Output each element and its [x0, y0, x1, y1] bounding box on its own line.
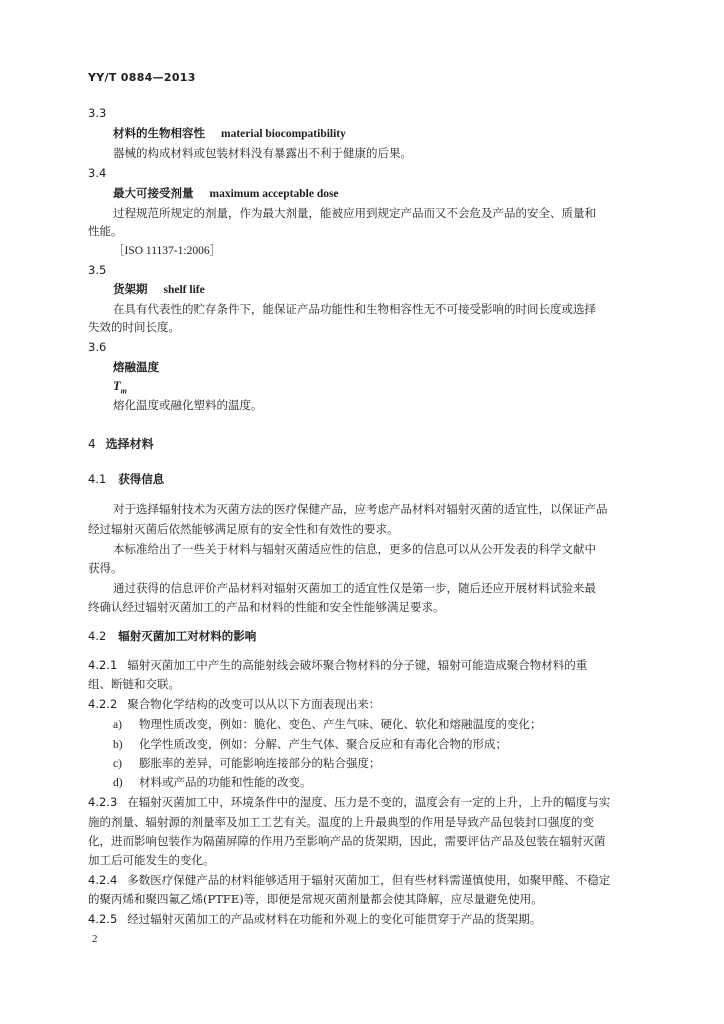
term-definition: 熔化温度或融化塑料的温度。 [113, 398, 263, 412]
term-english: shelf life [163, 284, 205, 296]
term-entry [113, 128, 346, 141]
term-definition: 器械的构成材料或包装材料没有暴露出不利于健康的后果。 [113, 146, 412, 160]
term-definition: 失效的时间长度。 [88, 320, 180, 334]
subsection-heading: 4.2 辐射灭菌加工对材料的影响 [88, 629, 257, 643]
paragraph-line: 通过获得的信息评价产品材料对辐射灭菌加工的适宜性仅是第一步，随后还应开展材料试验来最 [113, 581, 596, 595]
term-english: maximum acceptable dose [209, 188, 339, 200]
list-item: c) 膨胀率的差异，可能影响连接部分的粘合强度； [113, 756, 381, 770]
paragraph-line: 加工后可能发生的变化。 [88, 853, 215, 867]
term-symbol: $T_m$ [113, 379, 127, 396]
paragraph-line: 化，进而影响包装作为隔菌屏障的作用乃至影响产品的货架期，因此，需要评估产品及包装在辐射灭菌 [88, 834, 606, 848]
term-english: material biocompatibility [221, 128, 346, 140]
paragraph-line: 组、断链和交联。 [88, 677, 180, 691]
term-entry [113, 284, 205, 297]
paragraph-line: 的聚丙烯和聚四氟乙烯(PTFE)等，即便是常规灭菌剂量都会使其降解，应尽量避免使用。 [88, 892, 543, 906]
clause-number: 3.6 [88, 340, 107, 354]
paragraph-line: 获得。 [88, 561, 123, 575]
clause-4-2-1: 4.2.1 辐射灭菌加工中产生的高能射线会破坏聚合物材料的分子键，辐射可能造成聚合物材料的重 [88, 658, 588, 672]
term-chinese: 材料的生物相容性 [113, 126, 205, 140]
clause-4-2-3: 4.2.3 在辐射灭菌加工中，环境条件中的湿度、压力是不变的，温度会有一定的上升，上升的幅度与实 [88, 795, 611, 809]
clause-4-2-5: 4.2.5 经过辐射灭菌加工的产品或材料在功能和外观上的变化可能贯穿于产品的货架期。 [88, 912, 542, 926]
reference-citation: ［ISO 11137-1:2006］ [113, 245, 222, 257]
term-chinese: 熔融温度 [113, 360, 159, 374]
list-item: b) 化学性质改变，例如：分解、产生气体、聚合反应和有毒化合物的形成； [113, 737, 507, 751]
clause-4-2-2: 4.2.2 聚合物化学结构的改变可以从以下方面表现出来： [88, 697, 381, 711]
list-item: a) 物理性质改变，例如：脆化、变色、产生气味、硬化、软化和熔融温度的变化； [113, 717, 542, 731]
paragraph-line: 本标准给出了一些关于材料与辐射灭菌适应性的信息，更多的信息可以从公开发表的科学文献中 [113, 542, 596, 556]
list-item: d) 材料或产品的功能和性能的改变。 [113, 775, 312, 789]
term-definition: 过程规范所规定的剂量，作为最大剂量，能被应用到规定产品而又不会危及产品的安全、质量和 [113, 206, 596, 220]
term-chinese: 货架期 [113, 282, 148, 296]
paragraph-line: 经过辐射灭菌后依然能够满足原有的安全性和有效性的要求。 [88, 522, 399, 536]
page-number: 2 [92, 933, 98, 945]
section-heading: 4 选择材料 [88, 437, 154, 451]
paragraph-line: 终确认经过辐射灭菌加工的产品和材料的性能和安全性能够满足要求。 [88, 600, 445, 614]
subsection-heading: 4.1 获得信息 [88, 472, 165, 486]
clause-number: 3.4 [88, 166, 107, 180]
clause-number: 3.3 [88, 106, 107, 120]
paragraph-line: 对于选择辐射技术为灭菌方法的医疗保健产品，应考虑产品材料对辐射灭菌的适宜性，以保证产品 [113, 502, 608, 516]
term-definition: 在具有代表性的贮存条件下，能保证产品功能性和生物相容性无不可接受影响的时间长度或选择 [113, 302, 596, 316]
term-definition: 性能。 [88, 224, 123, 238]
clause-number: 3.5 [88, 263, 107, 277]
document-header: YY/T 0884—2013 [88, 71, 196, 84]
clause-4-2-4: 4.2.4 多数医疗保健产品的材料能够适用于辐射灭菌加工，但有些材料需谨慎使用，如聚甲醛、不稳定 [88, 873, 611, 887]
term-entry [113, 188, 339, 201]
term-chinese: 最大可接受剂量 [113, 186, 194, 200]
paragraph-line: 施的剂量、辐射源的剂量率及加工工艺有关。温度的上升最典型的作用是导致产品包装封口强度的变 [88, 815, 594, 829]
